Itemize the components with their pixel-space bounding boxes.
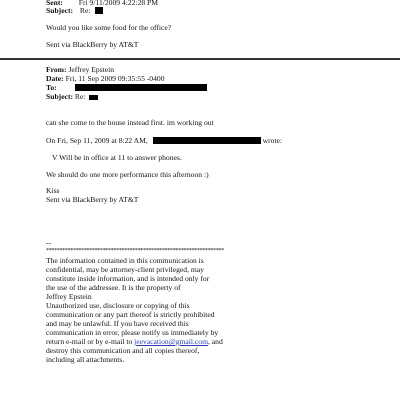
disclaimer-line: communication or any part thereof is strictly prohibited [46,310,215,319]
first-subject-row [46,6,103,15]
first-signature: Sent via BlackBerry by AT&T [46,40,139,49]
first-subject-value: Re: [79,6,91,15]
second-subject-redaction [89,95,98,100]
quote-line-1: V Will be in office at 11 to answer phones. [52,153,182,162]
closing-text: Kiss [46,186,60,195]
disclaimer-line: communication in error, please notify us immediately by [46,328,219,337]
quote-intro-prefix: On Fri, Sep 11, 2009 at 8:22 AM, [46,136,148,145]
disclaimer-line: including all attachments. [46,355,125,364]
email-link[interactable]: jeevacation@gmail.com [134,337,208,346]
second-signature: Sent via BlackBerry by AT&T [46,195,139,204]
separator-dash: -- [46,238,52,247]
disclaimer-line: Jeffrey Epstein [46,292,92,301]
quote-line-2: We should do one more performance this afternoon :) [46,170,209,179]
second-subject-row [46,92,98,101]
email-line-suffix: , and [208,337,223,346]
disclaimer-line: destroy this communication and all copies thereof, [46,346,200,355]
date-value: Fri, 11 Sep 2009 09:35:55 -0400 [65,74,165,83]
quote-sender-redaction [153,137,261,144]
disclaimer-line: Unauthorized use, disclosure or copying of this [46,301,190,310]
first-sent-label: Sent: [46,0,63,7]
first-subject-label: Subject: [46,6,73,15]
message-divider [0,58,400,60]
first-sent-value: Fri 9/11/2009 4:22:28 PM [78,0,159,7]
first-subject-redaction [95,7,103,14]
second-subject-label: Subject: [46,92,73,101]
from-label: From: [46,65,67,74]
disclaimer-line: and may be unlawful. If you have received this [46,319,189,328]
second-body-line: can she come to the house instead first. im working out [46,118,214,127]
disclaimer-line: constitute inside information, and is intended only for [46,274,210,283]
to-redaction [75,84,207,91]
to-label: To: [46,83,57,92]
first-body-line: Would you like some food for the office? [46,23,172,32]
disclaimer-line: The information contained in this communication is [46,256,204,265]
separator-stars: ****************************************************************** [46,247,224,254]
email-line-prefix: return e-mail or by e-mail to [46,337,133,346]
date-label: Date: [46,74,64,83]
second-subject-value: Re: [74,92,86,101]
disclaimer-line: confidential, may be attorney-client privileged, may [46,265,204,274]
disclaimer-line: the use of the addressee. It is the property of [46,283,181,292]
quote-intro [46,136,282,145]
from-value: Jeffrey Epstein [68,65,115,74]
quote-intro-suffix: wrote: [262,136,283,145]
